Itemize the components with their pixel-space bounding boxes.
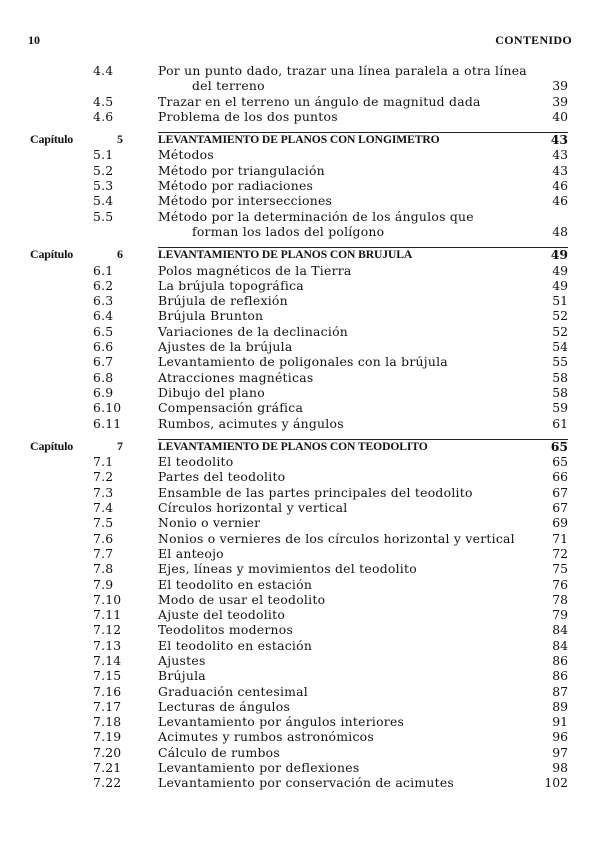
toc-entry	[0, 263, 600, 278]
section-number: 5.1	[93, 147, 114, 163]
section-number: 7.5	[93, 515, 114, 531]
section-title-continuation: forman los lados del polígono	[192, 223, 385, 239]
section-title: Método por la determinación de los ángulos que	[158, 208, 474, 224]
section-title: Ensamble de las partes principales del teodolito	[158, 484, 473, 500]
section-title: Atracciones magnéticas	[158, 369, 314, 385]
section-page: 69	[552, 515, 568, 531]
section-title: Método por radiaciones	[158, 178, 314, 194]
toc-entry	[0, 653, 600, 668]
toc-entry	[0, 515, 600, 530]
section-page: 72	[552, 545, 568, 561]
section-page: 91	[552, 714, 568, 730]
section-number: 7.7	[93, 545, 114, 561]
toc-entry	[0, 385, 600, 400]
section-title: Variaciones de la declinación	[158, 323, 349, 339]
toc-entry	[0, 63, 600, 78]
toc-entry	[0, 684, 600, 699]
section-number: 6.8	[93, 369, 114, 385]
section-title: Graduación centesimal	[158, 683, 309, 699]
section-page: 43	[552, 147, 568, 163]
section-number: 5.4	[93, 193, 114, 209]
toc-entry	[0, 577, 600, 592]
chapter-number: 5	[117, 132, 123, 147]
toc-entry	[0, 147, 600, 162]
toc-entry	[0, 400, 600, 415]
section-page: 87	[552, 683, 568, 699]
toc-entry	[0, 485, 600, 500]
section-page: 39	[552, 78, 568, 94]
section-number: 4.5	[93, 93, 114, 109]
chapter-heading	[0, 439, 600, 454]
section-number: 6.2	[93, 277, 114, 293]
chapter-number: 7	[117, 438, 123, 453]
section-number: 5.2	[93, 162, 114, 178]
section-page: 86	[552, 652, 568, 668]
page-number: 10	[28, 33, 40, 47]
section-page: 67	[552, 500, 568, 516]
chapter-heading	[0, 247, 600, 262]
section-page: 49	[552, 277, 568, 293]
section-title: Acimutes y rumbos astronómicos	[158, 729, 374, 745]
toc-entry	[0, 745, 600, 760]
toc-entry	[0, 546, 600, 561]
section-title: Dibujo del plano	[158, 384, 265, 400]
section-number: 7.6	[93, 530, 114, 546]
toc-entry	[0, 178, 600, 193]
section-title: Rumbos, acimutes y ángulos	[158, 415, 344, 431]
section-number: 7.20	[93, 744, 122, 760]
section-number: 5.5	[93, 208, 114, 224]
section-number: 7.1	[93, 454, 114, 470]
section-title: Levantamiento por deflexiones	[158, 760, 360, 776]
section-page: 43	[552, 162, 568, 178]
section-page: 49	[552, 262, 568, 278]
section-number: 7.15	[93, 668, 122, 684]
toc-entry	[0, 668, 600, 683]
section-title: Método por intersecciones	[158, 193, 333, 209]
section-page: 71	[552, 530, 568, 546]
section-number: 6.7	[93, 354, 114, 370]
section-title: Ajustes	[158, 652, 206, 668]
section-number: 7.18	[93, 714, 122, 730]
toc-entry	[0, 638, 600, 653]
toc-entry	[0, 699, 600, 714]
toc-entry	[0, 209, 600, 224]
section-number: 7.12	[93, 622, 122, 638]
section-title: Brújula de reflexión	[158, 293, 288, 309]
section-page: 58	[552, 369, 568, 385]
chapter-page: 65	[550, 438, 568, 454]
section-number: 7.11	[93, 607, 122, 623]
section-number: 7.4	[93, 500, 114, 516]
section-title: Polos magnéticos de la Tierra	[158, 262, 352, 278]
section-number: 7.16	[93, 683, 122, 699]
toc-entry	[0, 729, 600, 744]
chapter-title: LEVANTAMIENTO DE PLANOS CON LONGIMETRO	[158, 133, 440, 147]
section-number: 6.5	[93, 323, 114, 339]
section-title: Ajustes de la brújula	[158, 339, 293, 355]
section-page: 76	[552, 576, 568, 592]
section-number: 7.9	[93, 576, 114, 592]
section-page: 96	[552, 729, 568, 745]
section-page: 52	[552, 308, 568, 324]
chapter-page: 43	[550, 132, 568, 148]
toc-entry	[0, 293, 600, 308]
toc-entry	[0, 607, 600, 622]
chapter-label: Capítulo	[30, 438, 74, 453]
section-page: 61	[552, 415, 568, 431]
section-page: 51	[552, 293, 568, 309]
section-page: 98	[552, 760, 568, 776]
section-number: 7.14	[93, 652, 122, 668]
running-head: CONTENIDO	[495, 33, 572, 47]
section-title: Levantamiento por conservación de acimutes	[158, 775, 455, 791]
page-header	[28, 33, 572, 49]
toc-entry	[0, 109, 600, 124]
table-of-contents	[0, 63, 600, 791]
chapter-label: Capítulo	[30, 132, 74, 147]
section-page: 97	[552, 744, 568, 760]
toc-entry	[0, 339, 600, 354]
section-title: Partes del teodolito	[158, 469, 286, 485]
section-number: 7.8	[93, 561, 114, 577]
section-page: 78	[552, 591, 568, 607]
section-title: El teodolito	[158, 454, 234, 470]
section-page: 52	[552, 323, 568, 339]
section-title: Métodos	[158, 147, 214, 163]
toc-entry	[0, 308, 600, 323]
section-number: 6.4	[93, 308, 114, 324]
section-page: 102	[544, 775, 568, 791]
section-title: Nonios o vernieres de los círculos horizontal y vertical	[158, 530, 515, 546]
toc-entry	[0, 531, 600, 546]
section-number: 6.11	[93, 415, 122, 431]
toc-entry	[0, 454, 600, 469]
section-page: 67	[552, 484, 568, 500]
section-page: 89	[552, 698, 568, 714]
toc-entry	[0, 163, 600, 178]
toc-entry	[0, 278, 600, 293]
chapter-label: Capítulo	[30, 247, 74, 262]
section-number: 7.2	[93, 469, 114, 485]
section-title: Compensación gráfica	[158, 400, 304, 416]
section-number: 7.21	[93, 760, 122, 776]
toc-entry	[0, 324, 600, 339]
toc-entry	[0, 561, 600, 576]
section-title: Nonio o vernier	[158, 515, 261, 531]
section-page: 55	[552, 354, 568, 370]
toc-entry	[0, 354, 600, 369]
section-number: 6.6	[93, 339, 114, 355]
section-number: 6.9	[93, 384, 114, 400]
section-page: 79	[552, 607, 568, 623]
toc-entry	[0, 370, 600, 385]
section-title: Levantamiento por ángulos interiores	[158, 714, 405, 730]
toc-entry	[0, 416, 600, 431]
section-title: Lecturas de ángulos	[158, 698, 291, 714]
section-page: 39	[552, 93, 568, 109]
section-title: Brújula Brunton	[158, 308, 264, 324]
section-title: Ejes, líneas y movimientos del teodolito	[158, 561, 417, 577]
section-title: Trazar en el terreno un ángulo de magnitud dada	[158, 93, 481, 109]
section-page: 66	[552, 469, 568, 485]
toc-entry	[0, 714, 600, 729]
section-page: 84	[552, 622, 568, 638]
section-number: 5.3	[93, 178, 114, 194]
section-page: 84	[552, 637, 568, 653]
section-title: Cálculo de rumbos	[158, 744, 280, 760]
toc-entry	[0, 94, 600, 109]
section-number: 7.10	[93, 591, 122, 607]
section-number: 7.17	[93, 698, 122, 714]
section-title: Levantamiento de poligonales con la brújula	[158, 354, 448, 370]
section-title: Teodolitos modernos	[158, 622, 294, 638]
section-title-continuation: del terreno	[192, 78, 265, 94]
chapter-title: LEVANTAMIENTO DE PLANOS CON TEODOLITO	[158, 439, 428, 453]
section-page: 40	[552, 108, 568, 124]
section-title: Círculos horizontal y vertical	[158, 500, 348, 516]
toc-entry-continuation	[0, 78, 600, 93]
section-title: Ajuste del teodolito	[158, 607, 286, 623]
section-number: 4.4	[93, 63, 114, 78]
section-page: 75	[552, 561, 568, 577]
section-title: El anteojo	[158, 545, 224, 561]
chapter-heading	[0, 132, 600, 147]
chapter-title: LEVANTAMIENTO DE PLANOS CON BRUJULA	[158, 248, 413, 262]
section-number: 6.1	[93, 262, 114, 278]
toc-entry	[0, 622, 600, 637]
chapter-number: 6	[117, 247, 123, 262]
section-title: El teodolito en estación	[158, 637, 313, 653]
section-title: Modo de usar el teodolito	[158, 591, 326, 607]
section-title: El teodolito en estación	[158, 576, 313, 592]
section-page: 58	[552, 384, 568, 400]
section-number: 7.19	[93, 729, 122, 745]
section-number: 7.3	[93, 484, 114, 500]
section-page: 54	[552, 339, 568, 355]
section-page: 46	[552, 193, 568, 209]
toc-entry	[0, 500, 600, 515]
section-page: 65	[552, 454, 568, 470]
section-page: 59	[552, 400, 568, 416]
toc-entry	[0, 469, 600, 484]
section-title: Problema de los dos puntos	[158, 108, 338, 124]
toc-entry	[0, 592, 600, 607]
toc-entry	[0, 760, 600, 775]
toc-entry-continuation	[0, 224, 600, 239]
toc-entry	[0, 193, 600, 208]
section-number: 6.3	[93, 293, 114, 309]
section-number: 4.6	[93, 108, 114, 124]
section-page: 86	[552, 668, 568, 684]
section-page: 46	[552, 178, 568, 194]
toc-entry	[0, 775, 600, 790]
chapter-page: 49	[550, 247, 568, 263]
section-title: Método por triangulación	[158, 162, 325, 178]
section-page: 48	[552, 223, 568, 239]
section-number: 7.22	[93, 775, 122, 791]
section-title: Brújula	[158, 668, 206, 684]
section-title: La brújula topográfica	[158, 277, 304, 293]
section-number: 6.10	[93, 400, 122, 416]
section-title: Por un punto dado, trazar una línea paralela a otra línea	[158, 63, 527, 78]
section-number: 7.13	[93, 637, 122, 653]
